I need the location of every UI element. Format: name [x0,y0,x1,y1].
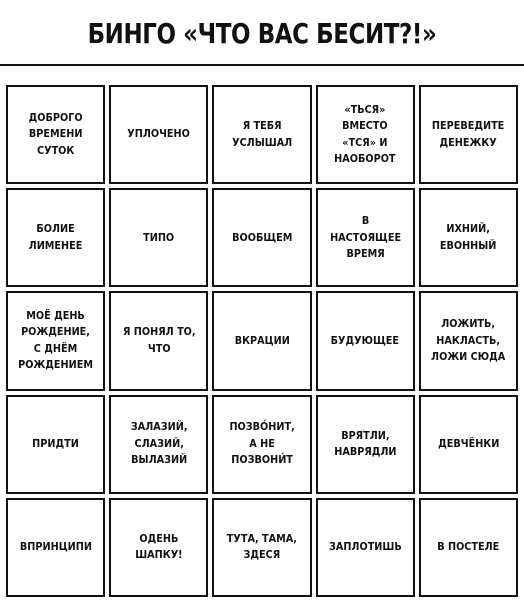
bingo-cell[interactable] [6,85,105,184]
bingo-cell[interactable] [316,85,415,184]
title-divider [0,64,524,66]
bingo-cell[interactable] [109,188,208,287]
bingo-cell-label: ДЕВЧЁНКИ [437,436,499,450]
bingo-cell-label: ИХНИЙ, ЕВОННЫЙ [440,222,497,252]
bingo-cell-label: В НАСТОЯЩЕЕ ВРЕМЯ [329,214,401,261]
bingo-cell[interactable] [109,498,208,597]
bingo-cell-label: МОЁ ДЕНЬ РОЖДЕНИЕ, С ДНЁМ РОЖДЕНИЕМ [18,308,94,372]
bingo-cell[interactable] [316,395,415,494]
bingo-cell-label: ЛОЖИТЬ, НАКЛАСТЬ, ЛОЖИ СЮДА [431,317,506,364]
bingo-cell-label: БОЛИЕ ЛИМЕНЕЕ [28,222,83,252]
bingo-cell-label: ЗАЛАЗИЙ, СЛАЗИЙ, ВЫЛАЗИЙ [130,420,188,467]
bingo-cell-label: УПЛОЧЕНО [127,127,191,141]
bingo-cell[interactable] [212,188,311,287]
bingo-cell[interactable] [212,291,311,390]
bingo-cell-label: «ТЬСЯ» ВМЕСТО «ТСЯ» И НАОБОРОТ [334,102,396,166]
bingo-cell[interactable] [316,498,415,597]
bingo-cell[interactable] [109,85,208,184]
bingo-cell-label: ОДЕНЬ ШАПКУ! [135,531,183,562]
bingo-cell[interactable] [6,291,105,390]
bingo-cell-label: ВООБЩЕМ [231,230,293,244]
bingo-cell[interactable] [316,291,415,390]
bingo-cell-label: Я ПОНЯЛ ТО, ЧТО [122,325,196,355]
bingo-cell[interactable] [109,395,208,494]
bingo-cell[interactable] [212,85,311,184]
bingo-cell[interactable] [419,498,518,597]
bingo-cell-label: ПОЗВО́НИТ, А НЕ ПОЗВОНИ́Т [229,420,295,467]
bingo-cell[interactable] [419,395,518,494]
bingo-cell-label: Я ТЕБЯ УСЛЫШАЛ [231,119,293,149]
bingo-cell[interactable] [109,291,208,390]
bingo-cell[interactable] [419,291,518,390]
bingo-cell[interactable] [212,395,311,494]
bingo-cell-label: ПЕРЕВЕДИТЕ ДЕНЕЖКУ [432,119,505,149]
bingo-cell[interactable] [419,85,518,184]
bingo-cell[interactable] [212,498,311,597]
bingo-cell-label: ДОБРОГО ВРЕМЕНИ СУТОК [28,110,83,157]
bingo-cell[interactable] [6,188,105,287]
bingo-cell[interactable] [6,395,105,494]
bingo-cell-label: ВПРИНЦИПИ [19,540,92,554]
bingo-cell[interactable] [316,188,415,287]
bingo-cell[interactable] [419,188,518,287]
page-title: БИНГО «ЧТО ВАС БЕСИТ?!» [87,16,437,50]
bingo-cell-label: ТУТА, ТАМА, ЗДЕСЯ [226,531,298,562]
bingo-cell-label: ТИПО [143,230,175,244]
bingo-cell-label: ПРИДТИ [32,436,79,450]
bingo-cell[interactable] [6,498,105,597]
bingo-cell-label: БУДУЮЩЕЕ [331,333,400,347]
bingo-grid [6,85,518,597]
bingo-cell-label: В ПОСТЕЛЕ [437,540,500,554]
bingo-cell-label: ВРЯТЛИ, НАВРЯДЛИ [334,428,397,459]
bingo-cell-label: ЗАПЛОТИШЬ [328,540,402,554]
bingo-cell-label: ВКРАЦИИ [234,333,290,347]
